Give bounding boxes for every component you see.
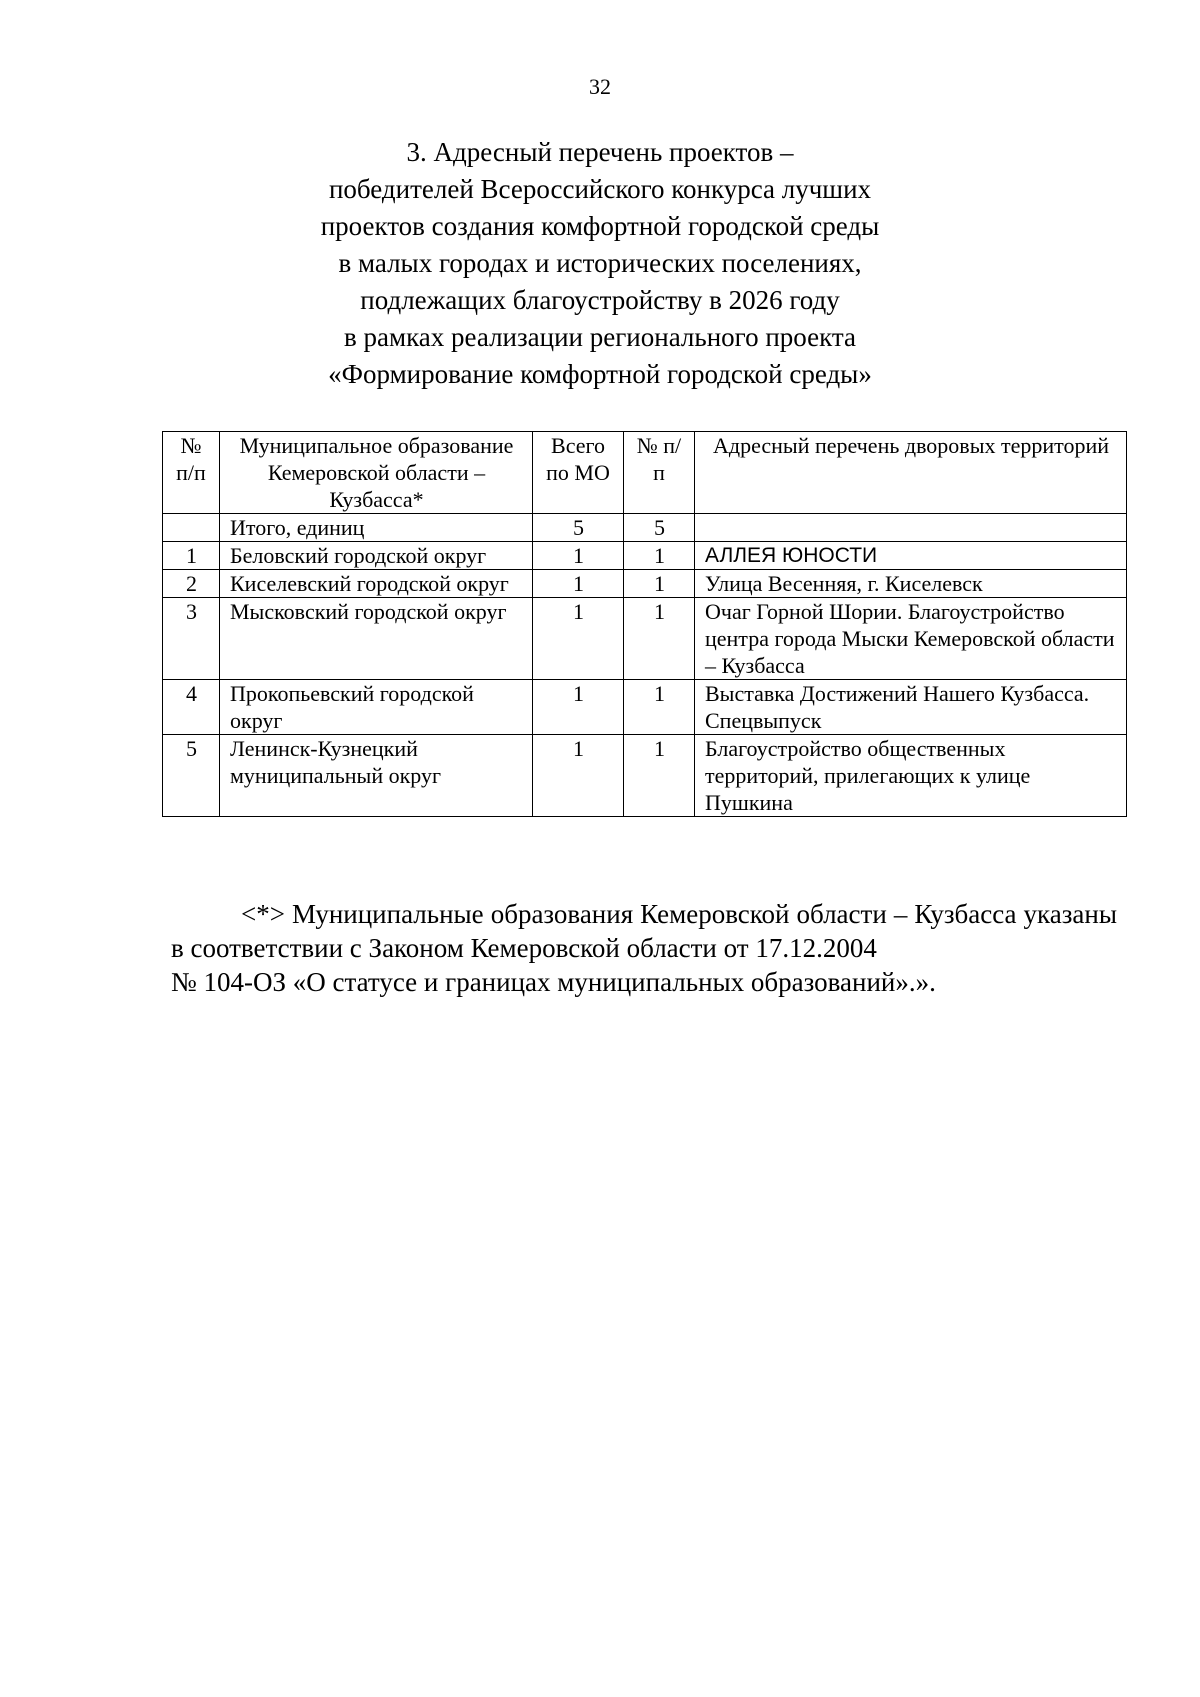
table-cell: Беловский городской округ [220,542,533,570]
header-total: Всего по МО [533,432,624,514]
table-cell: 1 [533,542,624,570]
table-cell [695,514,1127,542]
title-line: 3. Адресный перечень проектов – [406,137,794,167]
table-cell: 1 [624,680,695,735]
total-row [163,514,1127,542]
title-line: в малых городах и исторических поселениях, [338,248,862,278]
table-cell: Улица Весенняя, г. Киселевск [695,570,1127,598]
table-cell: Выставка Достижений Нашего Кузбасса. Спецвыпуск [695,680,1127,735]
table-row [163,598,1127,680]
table-cell: 1 [624,598,695,680]
table-cell: 5 [624,514,695,542]
footnote-text-continued: № 104-ОЗ «О статусе и границах муниципальных образований».». [171,967,936,997]
table-cell: Киселевский городской округ [220,570,533,598]
table-row [163,570,1127,598]
table-cell: АЛЛЕЯ ЮНОСТИ [695,542,1127,570]
footnote [171,897,1117,999]
title-line: «Формирование комфортной городской среды» [328,359,872,389]
table-cell: 5 [163,735,220,817]
table-row [163,680,1127,735]
table-cell: 4 [163,680,220,735]
table-cell: Прокопьевский городской округ [220,680,533,735]
title-line: проектов создания комфортной городской среды [320,211,880,241]
table-header-row [163,432,1127,514]
table-cell: 1 [163,542,220,570]
document-title [0,134,1200,393]
header-number-2: № п/п [624,432,695,514]
page-number: 32 [589,74,611,99]
table-cell: 1 [624,542,695,570]
title-line: победителей Всероссийского конкурса лучших [328,174,872,204]
title-line: подлежащих благоустройству в 2026 году [360,285,840,315]
table-cell: 1 [533,598,624,680]
table-cell: 3 [163,598,220,680]
address-list-table [162,431,1127,817]
table-cell: 1 [624,735,695,817]
table-cell: 1 [624,570,695,598]
header-municipality: Муниципальное образование Кемеровской области – Кузбасса* [220,432,533,514]
table-cell: 5 [533,514,624,542]
title-line: в рамках реализации регионального проекта [344,322,856,352]
table-cell: Благоустройство общественных территорий, прилегающих к улице Пушкина [695,735,1127,817]
table-cell: 1 [533,680,624,735]
footnote-text: <*> Муниципальные образования Кемеровской области – Кузбасса указаны в соответствии с Законом Кемеровской области от 17.12.2004 [171,899,1117,963]
table-cell: Очаг Горной Шории. Благоустройство центра города Мыски Кемеровской области – Кузбасса [695,598,1127,680]
table-cell: 1 [533,735,624,817]
table-cell: Ленинск-Кузнецкий муниципальный округ [220,735,533,817]
table-cell: Мысковский городской округ [220,598,533,680]
table-cell [163,514,220,542]
table-cell: 2 [163,570,220,598]
table-row [163,542,1127,570]
table-cell: 1 [533,570,624,598]
table-cell: Итого, единиц [220,514,533,542]
header-address-list: Адресный перечень дворовых территорий [695,432,1127,514]
header-number: № п/п [163,432,220,514]
table-row [163,735,1127,817]
